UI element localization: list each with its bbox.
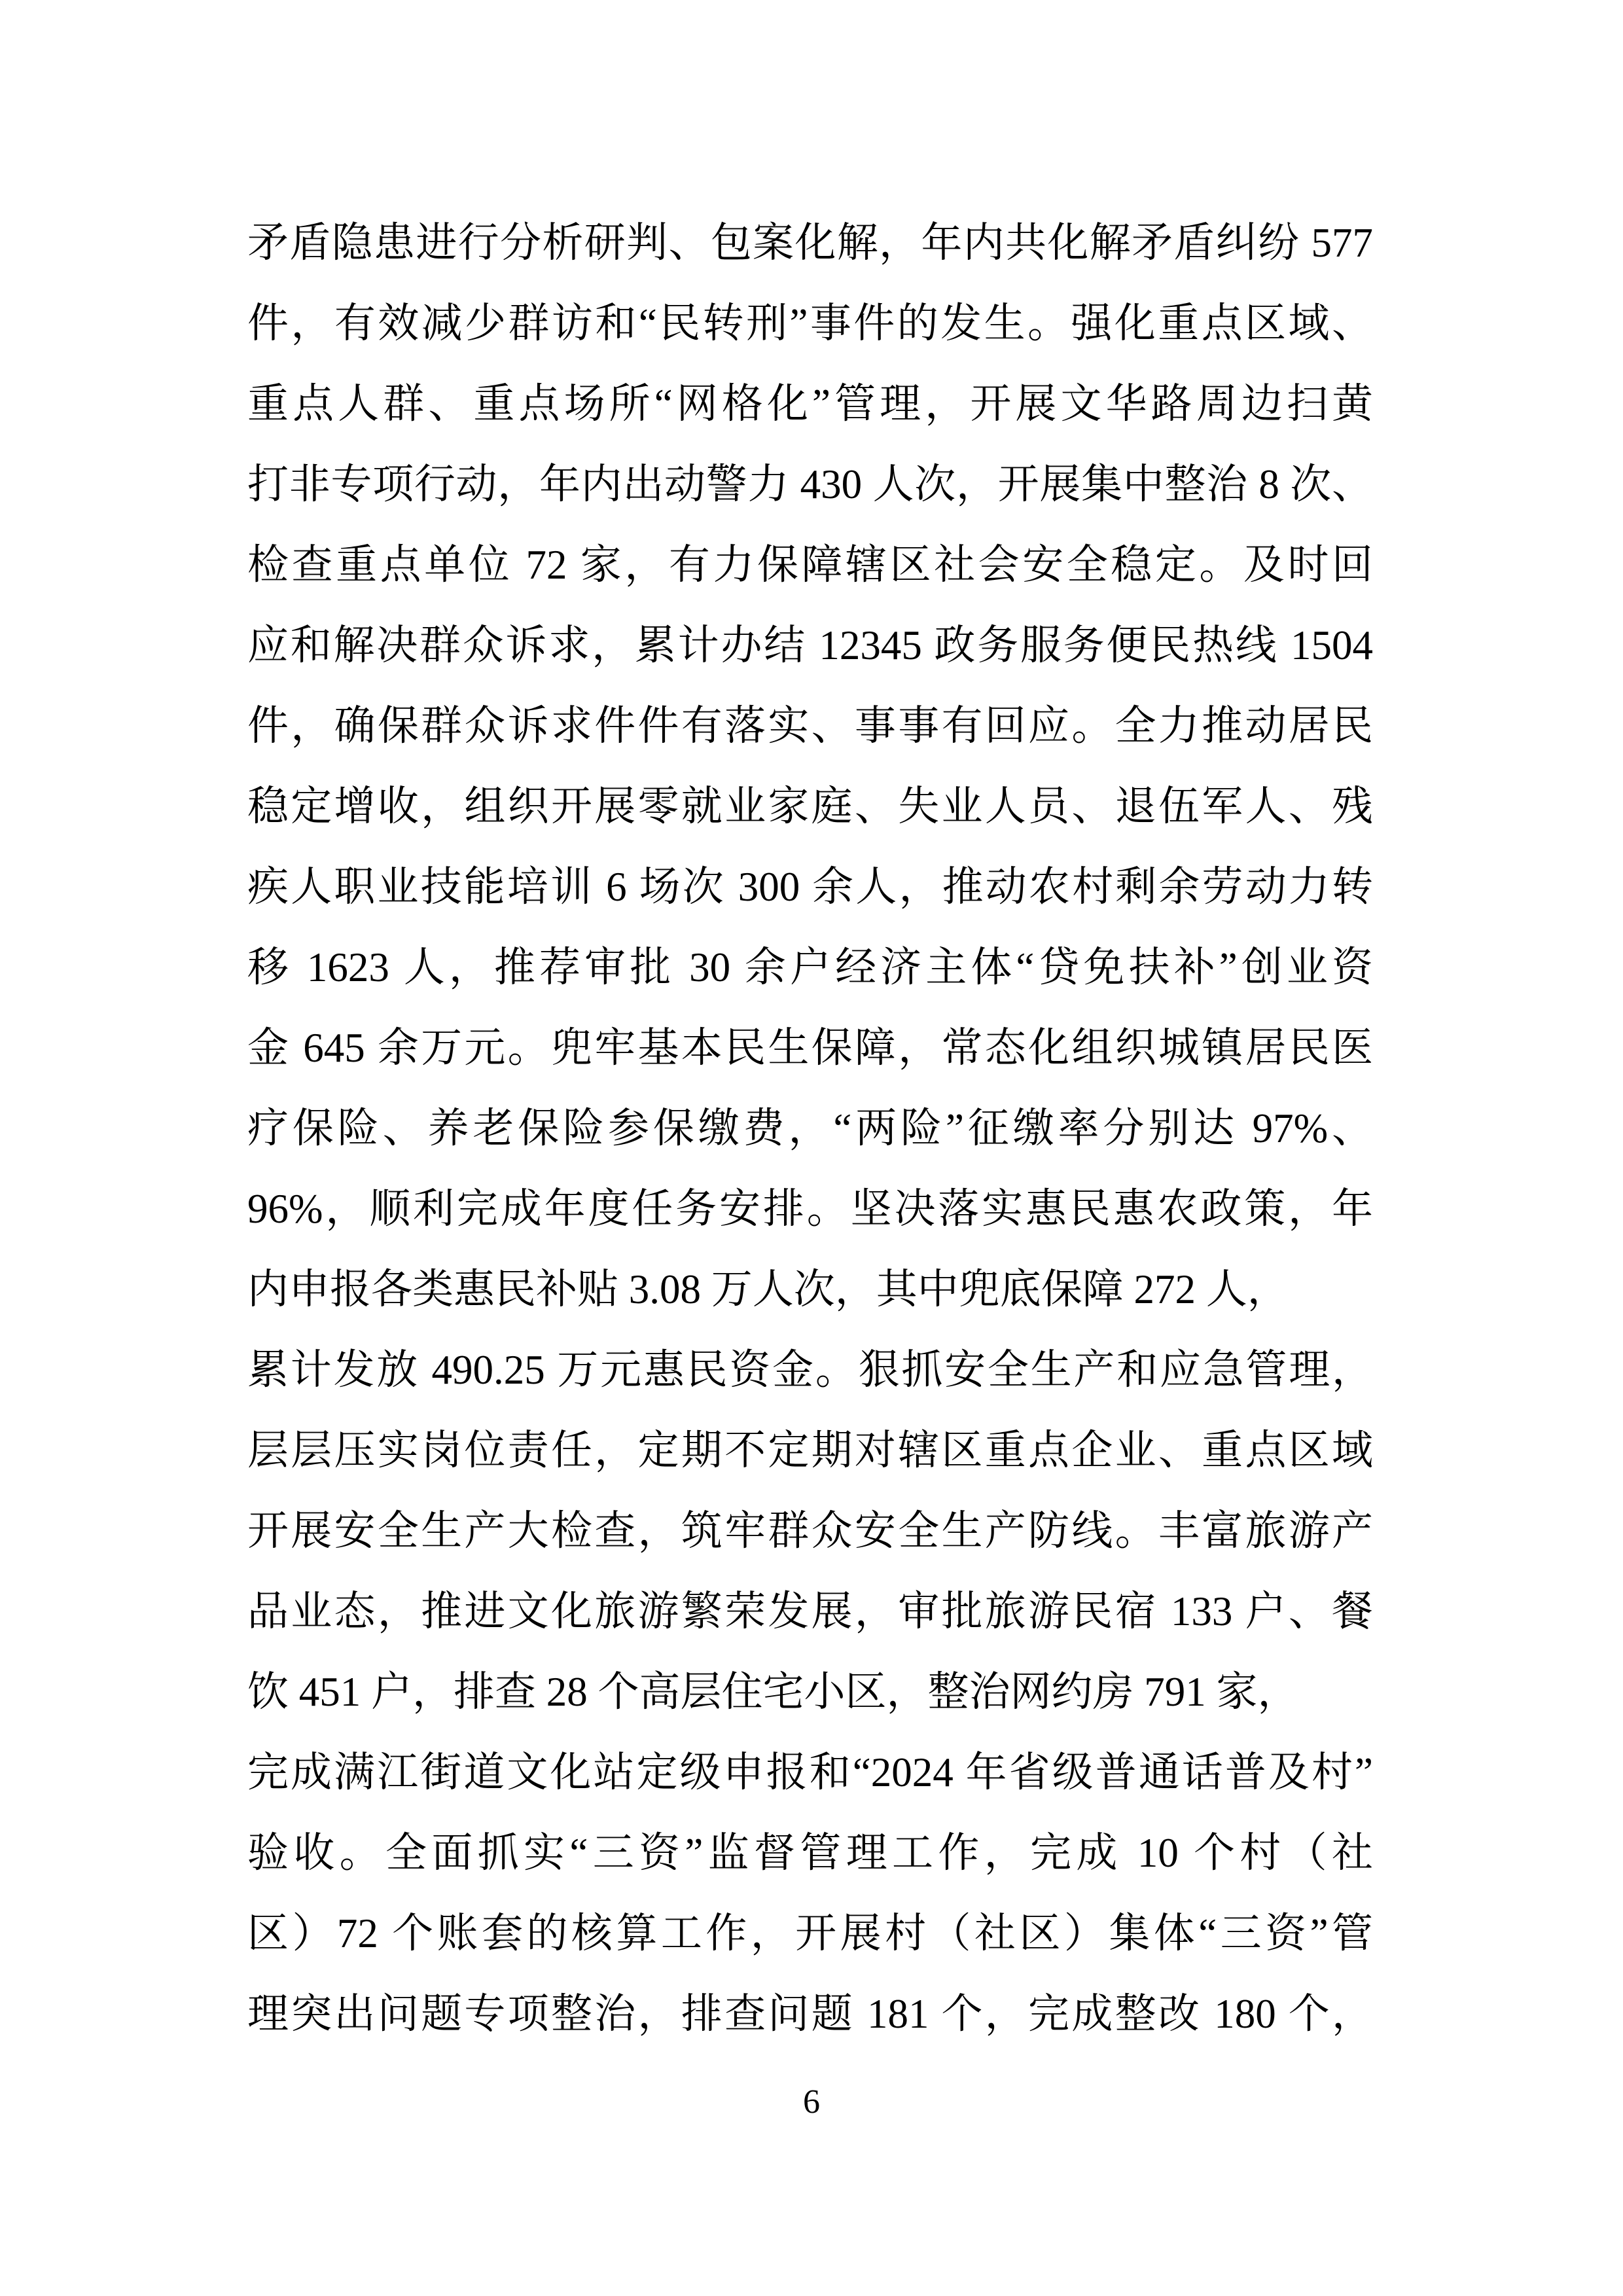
text-line: 饮 451 户，排查 28 个高层住宅小区，整治网约房 791 家， (247, 1669, 1299, 1715)
body-text (247, 203, 1373, 2054)
text-line: 累计发放 490.25 万元惠民资金。狠抓安全生产和应急管理， (247, 1347, 1373, 1393)
text-line: 内申报各类惠民补贴 3.08 万人次，其中兜底保障 272 人， (247, 1266, 1289, 1312)
text-line: 理突出问题专项整治，排查问题 181 个，完成整改 180 个， (247, 1991, 1373, 2037)
text-line: 移 1623 人，推荐审批 30 余户经济主体“贷免扶补”创业资 (247, 944, 1373, 990)
text-line: 开展安全生产大检查，筑牢群众安全生产防线。丰富旅游产 (247, 1508, 1373, 1554)
text-line: 完成满江街道文化站定级申报和“2024 年省级普通话普及村” (247, 1749, 1373, 1795)
text-line: 96%，顺利完成年度任务安排。坚决落实惠民惠农政策，年 (247, 1186, 1373, 1232)
text-line: 应和解决群众诉求，累计办结 12345 政务服务便民热线 1504 (247, 622, 1373, 668)
text-line: 打非专项行动，年内出动警力 430 人次，开展集中整治 8 次、 (247, 461, 1373, 507)
text-line: 件，有效减少群访和“民转刑”事件的发生。强化重点区域、 (247, 300, 1373, 346)
text-line: 层层压实岗位责任，定期不定期对辖区重点企业、重点区域 (247, 1427, 1373, 1473)
text-line: 验收。全面抓实“三资”监督管理工作，完成 10 个村（社 (247, 1830, 1373, 1876)
text-line: 金 645 余万元。兜牢基本民生保障，常态化组织城镇居民医 (247, 1025, 1373, 1071)
page-number: 6 (803, 2083, 820, 2121)
text-line: 疗保险、养老保险参保缴费，“两险”征缴率分别达 97%、 (247, 1105, 1373, 1151)
text-line: 品业态，推进文化旅游繁荣发展，审批旅游民宿 133 户、餐 (247, 1588, 1373, 1634)
text-line: 疾人职业技能培训 6 场次 300 余人，推动农村剩余劳动力转 (247, 864, 1373, 910)
text-line: 稳定增收，组织开展零就业家庭、失业人员、退伍军人、残 (247, 783, 1373, 829)
text-line: 矛盾隐患进行分析研判、包案化解，年内共化解矛盾纠纷 577 (247, 220, 1373, 266)
text-line: 区）72 个账套的核算工作，开展村（社区）集体“三资”管 (247, 1910, 1373, 1956)
text-line: 重点人群、重点场所“网格化”管理，开展文华路周边扫黄 (247, 381, 1373, 427)
text-line: 检查重点单位 72 家，有力保障辖区社会安全稳定。及时回 (247, 542, 1373, 588)
text-line: 件，确保群众诉求件件有落实、事事有回应。全力推动居民 (247, 703, 1373, 749)
